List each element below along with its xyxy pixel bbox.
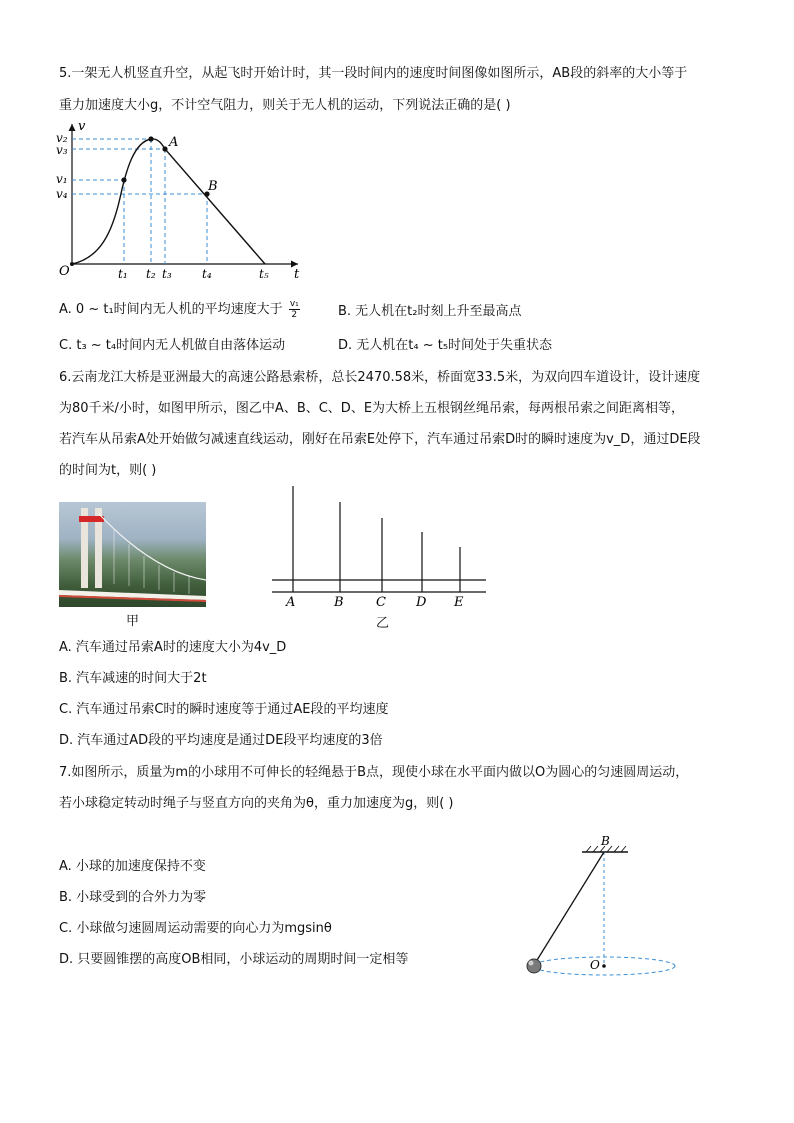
velocity-curve [72, 139, 265, 264]
q5-option-a-fraction [289, 299, 300, 320]
cable-label-e: E [454, 595, 464, 610]
q6-option-a[interactable]: A. 汽车通过吊索A时的速度大小为4v_D [59, 640, 287, 655]
v1-label: v₁ [56, 172, 68, 186]
tower-crossbeam [79, 516, 104, 522]
point-a [162, 146, 167, 151]
q7-stem-line1: 7.如图所示，质量为m的小球用不可伸长的轻绳悬于B点，现使小球在水平面内做以O为圆心的匀速圆周运动， [59, 765, 689, 780]
q6-stem-line2: 为80千米/小时，如图甲所示，图乙中A、B、C、D、E为大桥上五根钢丝绳吊索，每两根吊索之间距离相等， [59, 401, 685, 416]
cables-diagram [268, 484, 492, 612]
cable-label-d: D [416, 595, 427, 610]
fraction-numerator: v₁ [289, 299, 299, 309]
q7-stem-line2: 若小球稳定转动时绳子与竖直方向的夹角为θ，重力加速度为g，则( ) [59, 796, 454, 811]
point-b-label: B [208, 179, 218, 194]
cable-label-b: B [334, 595, 344, 610]
conical-pendulum-diagram [516, 832, 686, 982]
t-axis-label: t [294, 267, 300, 282]
caption-yi: 乙 [376, 616, 390, 631]
string [534, 852, 604, 965]
point-origin [70, 262, 74, 266]
v3-label: v₃ [56, 143, 68, 157]
q5-option-a[interactable] [59, 298, 300, 320]
center-o [602, 964, 606, 968]
v-axis-label: v [78, 119, 86, 134]
q6-stem-line4: 的时间为t，则( ) [59, 463, 157, 478]
label-o: O [590, 958, 600, 972]
q6-option-b[interactable]: B. 汽车减速的时间大于2t [59, 671, 207, 686]
point-v1 [121, 177, 126, 182]
main-cable [99, 514, 206, 580]
q7-option-c[interactable]: C. 小球做匀速圆周运动需要的向心力为mgsinθ [59, 921, 332, 936]
q5-stem-line2: 重力加速度大小g，不计空气阻力，则关于无人机的运动，下列说法正确的是( ) [59, 98, 511, 113]
caption-jia: 甲 [126, 614, 140, 629]
q6-stem-line3: 若汽车从吊索A处开始做匀减速直线运动，刚好在吊索E处停下，汽车通过吊索D时的瞬时速度为v_D，通过DE段 [59, 432, 701, 447]
t3-label: t₃ [162, 267, 172, 281]
cable-label-c: C [376, 595, 386, 610]
q5-option-c[interactable]: C. t₃ ~ t₄时间内无人机做自由落体运动 [59, 338, 286, 353]
t1-label: t₁ [118, 267, 128, 281]
q6-option-c[interactable]: C. 汽车通过吊索C时的瞬时速度等于通过AE段的平均速度 [59, 702, 389, 717]
ball [527, 959, 541, 973]
cable-label-a: A [286, 595, 296, 610]
q7-option-a[interactable]: A. 小球的加速度保持不变 [59, 859, 206, 874]
v4-label: v₄ [56, 187, 68, 201]
q5-option-d[interactable]: D. 无人机在t₄ ~ t₅时间处于失重状态 [338, 338, 553, 353]
q5-option-b[interactable]: B. 无人机在t₂时刻上升至最高点 [338, 304, 522, 319]
bridge-photo [59, 502, 206, 607]
v2-label: v₂ [56, 131, 68, 145]
bridge-illustration [59, 502, 206, 607]
q7-option-b[interactable]: B. 小球受到的合外力为零 [59, 890, 207, 905]
q7-option-d[interactable]: D. 只要圆锥摆的高度OB相同，小球运动的周期时间一定相等 [59, 952, 409, 967]
label-b: B [601, 834, 610, 848]
q5-stem-line1: 5.一架无人机竖直升空，从起飞时开始计时，其一段时间内的速度时间图像如图所示，AB段的斜率的大小等于 [59, 66, 688, 81]
q6-stem-line1: 6.云南龙江大桥是亚洲最大的高速公路悬索桥，总长2470.58米，桥面宽33.5米，为双向四车道设计，设计速度 [59, 370, 701, 385]
origin-label: O [59, 264, 70, 279]
t2-label: t₂ [146, 267, 156, 281]
point-peak [148, 136, 153, 141]
q5-vt-graph [52, 118, 314, 282]
q6-option-d[interactable]: D. 汽车通过AD段的平均速度是通过DE段平均速度的3倍 [59, 733, 383, 748]
q5-option-a-text: A. 0 ~ t₁时间内无人机的平均速度大于 [59, 302, 283, 317]
point-a-label: A [169, 135, 179, 150]
t4-label: t₄ [202, 267, 212, 281]
fraction-denominator: 2 [291, 310, 298, 320]
t5-label: t₅ [259, 267, 269, 281]
